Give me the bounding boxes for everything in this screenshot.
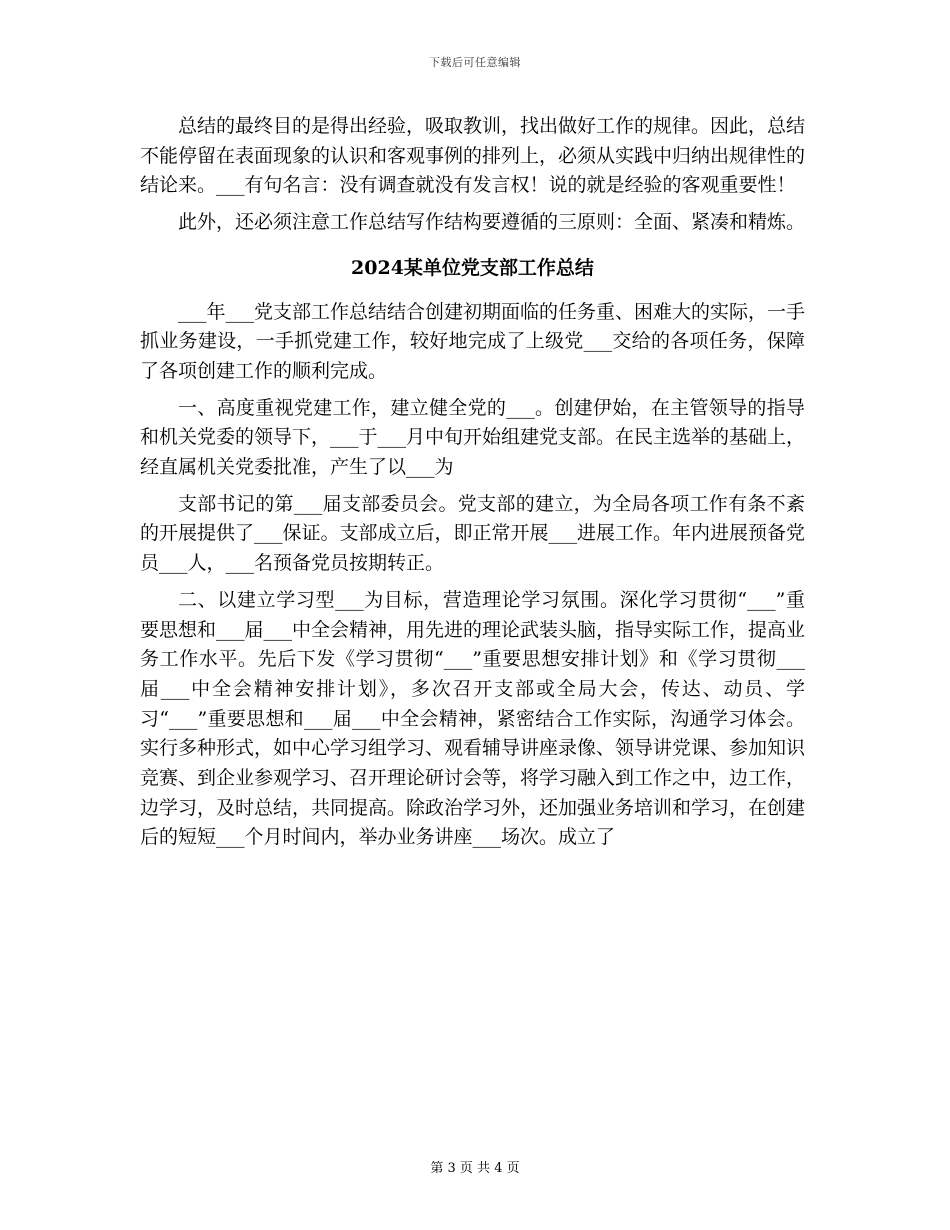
body-paragraph-3: 支部书记的第___届支部委员会。党支部的建立，为全局各项工作有条不紊的开展提供了___保证。支部成立后，即正常开展___进展工作。年内进展预备党员___人，___名预备党员按期转正。 [140, 492, 806, 575]
intro-paragraph-1: 总结的最终目的是得出经验，吸取教训，找出做好工作的规律。因此，总结不能停留在表面现象的认识和客观事例的排列上，必须从实践中归纳出规律性的结论来。___有句名言：没有调查就没有发言权！说的就是经验的客观重要性！ [140, 115, 806, 197]
intro-paragraph-2: 此外，还必须注意工作总结写作结构要遵循的三原则：全面、紧凑和精炼。 [178, 211, 806, 234]
document-body [140, 112, 805, 853]
body-paragraph-1: ___年___党支部工作总结结合创建初期面临的任务重、困难大的实际，一手抓业务建设，一手抓党建工作，较好地完成了上级党___交给的各项任务，保障了各项创建工作的顺利完成。 [140, 300, 806, 382]
page-number-footer: 第 3 页 共 4 页 [430, 1161, 520, 1176]
page-header-note: 下载后可任意编辑 [429, 56, 521, 69]
body-paragraph-2: 一、高度重视党建工作，建立健全党的___。创建伊始，在主管领导的指导和机关党委的领导下，___于___月中旬开始组建党支部。在民主选举的基础上，经直属机关党委批准，产生了以___为 [140, 396, 806, 479]
body-paragraph-4: 二、以建立学习型___为目标，营造理论学习氛围。深化学习贯彻“___”重要思想和___届___中全会精神，用先进的理论武装头脑，指导实际工作，提高业务工作水平。先后下发《学习贯彻“___”重要思想安排计划》和《学习贯彻___届___中全会精神安排计划》，多次召开支部或全局大会，传达、动员、学习“___”重要思想和___届___中全会精神，紧密结合工作实际，沟通学习体会。实行多种形式，如中心学习组学习、观看辅导讲座录像、领导讲党课、参加知识竞赛、到企业参观学习、召开理论研讨会等，将学习融入到工作之中，边工作，边学习，及时总结，共同提高。除政治学习外，还加强业务培训和学习，在创建后的短短___个月时间内，举办业务讲座___场次。成立了 [140, 588, 806, 849]
document-title: 2024某单位党支部工作总结 [351, 256, 594, 279]
